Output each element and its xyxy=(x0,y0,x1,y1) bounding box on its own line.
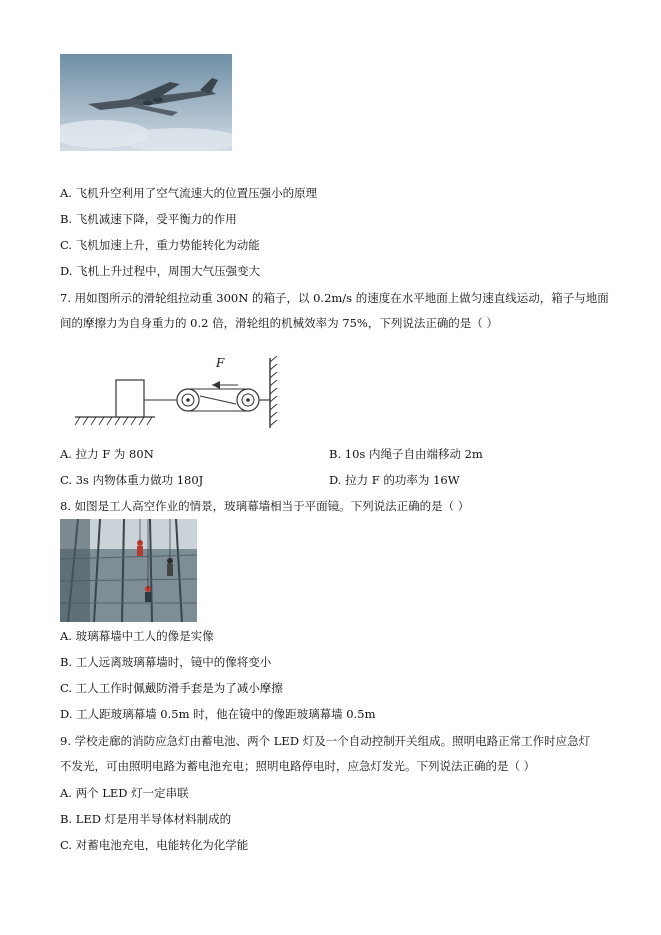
q8-stem: 8. 如图是工人高空作业的情景，玻璃幕墙相当于平面镜。下列说法正确的是（ ） xyxy=(60,499,470,513)
q9-option-c: C. 对蓄电池充电，电能转化为化学能 xyxy=(60,838,249,852)
workers-photo xyxy=(60,519,197,622)
q9-option-a: A. 两个 LED 灯一定串联 xyxy=(60,786,189,800)
q8-option-a: A. 玻璃幕墙中工人的像是实像 xyxy=(60,629,214,643)
airplane-photo xyxy=(60,54,232,151)
q6-option-b: B. 飞机减速下降，受平衡力的作用 xyxy=(60,212,237,226)
q9-stem-line2: 不发光，可由照明电路为蓄电池充电；照明电路停电时，应急灯发光。下列说法正确的是（ ） xyxy=(60,759,536,773)
q6-option-d: D. 飞机上升过程中，周围大气压强变大 xyxy=(60,264,261,278)
q7-option-d: D. 拉力 F 的功率为 16W xyxy=(329,473,460,487)
q7-stem-line1: 7. 用如图所示的滑轮组拉动重 300N 的箱子，以 0.2m/s 的速度在水平地面上做匀速直线运动，箱子与地面 xyxy=(60,291,609,305)
q8-option-d: D. 工人距玻璃幕墙 0.5m 时，他在镜中的像距玻璃幕墙 0.5m xyxy=(60,707,376,721)
q7-option-c: C. 3s 内物体重力做功 180J xyxy=(60,473,204,487)
force-label: F xyxy=(216,356,225,370)
q7-option-a: A. 拉力 F 为 80N xyxy=(60,447,154,461)
q7-stem-line2: 间的摩擦力为自身重力的 0.2 倍，滑轮组的机械效率为 75%，下列说法正确的是（ ） xyxy=(60,316,498,330)
pulley-figure xyxy=(70,350,282,430)
q8-option-b: B. 工人远离玻璃幕墙时，镜中的像将变小 xyxy=(60,655,272,669)
q6-option-c: C. 飞机加速上升，重力势能转化为动能 xyxy=(60,238,260,252)
q9-option-b: B. LED 灯是用半导体材料制成的 xyxy=(60,812,232,826)
q6-option-a: A. 飞机升空利用了空气流速大的位置压强小的原理 xyxy=(60,186,318,200)
q9-stem-line1: 9. 学校走廊的消防应急灯由蓄电池、两个 LED 灯及一个自动控制开关组成。照明电路正常工作时应急灯 xyxy=(60,734,591,748)
q8-option-c: C. 工人工作时佩戴防滑手套是为了减小摩擦 xyxy=(60,681,283,695)
q7-option-b: B. 10s 内绳子自由端移动 2m xyxy=(329,447,483,461)
